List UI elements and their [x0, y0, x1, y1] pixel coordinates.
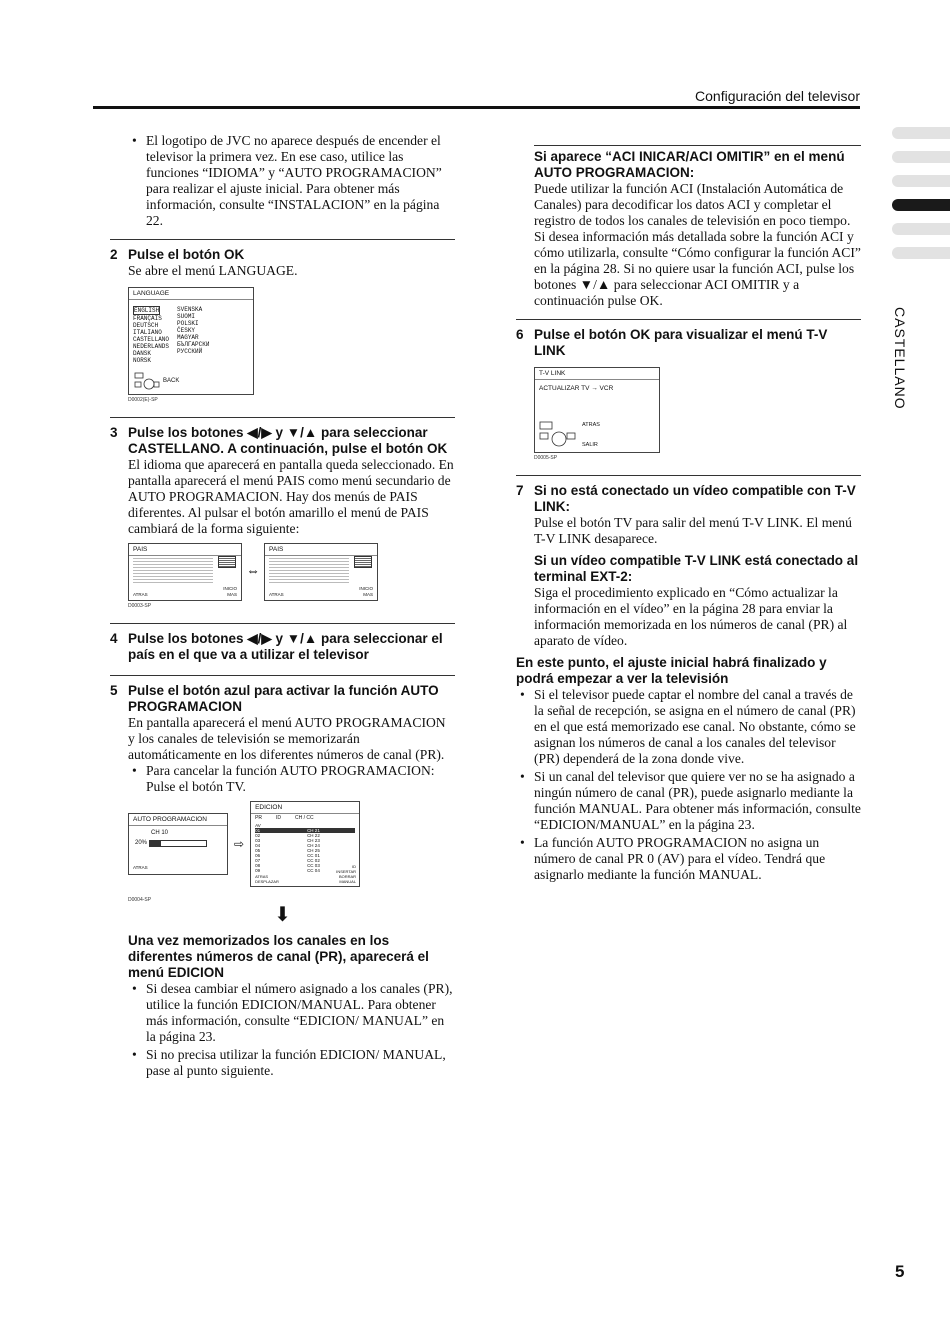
edicion-heading: Una vez memorizados los canales en los diferentes números de canal (PR), aparecerá el menú EDICION	[128, 933, 429, 980]
progress-bar	[149, 840, 207, 847]
screen-title: PAIS	[129, 544, 241, 556]
flag-icon	[218, 556, 236, 568]
step-number: 6	[516, 327, 524, 342]
figure-code: D0003-SP	[128, 603, 152, 609]
sub7-heading: Si un vídeo compatible T-V LINK está conectado al terminal EXT-2:	[534, 553, 859, 584]
final-heading: En este punto, el ajuste inicial habrá finalizado y podrá empezar a ver la televisión	[516, 655, 827, 686]
language-option[interactable]: РУССКИЙ	[177, 348, 203, 355]
page-header-title: Configuración del televisor	[695, 88, 860, 104]
atras-label: ATRAS	[133, 865, 148, 870]
atras-label: ATRAS	[255, 874, 269, 879]
language-option[interactable]: SUOMI	[177, 313, 196, 320]
language-option[interactable]: ITALIANO	[133, 329, 162, 336]
final-bullet: • Si el televisor puede captar el nombre del canal a través de la señal de recepción, se asigna en el número de canal (PR) en el que está memorizado ese canal. No obstante, cómo se asignan los números de canal a los canales del televisor (PR) dependerá de la zona donde vive.	[516, 687, 861, 767]
step-number: 4	[110, 631, 118, 646]
page-number: 5	[895, 1262, 905, 1281]
language-list-1	[133, 306, 169, 364]
back-label: BACK	[163, 377, 180, 384]
language-option[interactable]: SVENSKA	[177, 306, 203, 313]
channel-ch: CH 23	[307, 838, 320, 843]
step-number: 5	[110, 683, 118, 698]
language-option[interactable]: DEUTSCH	[133, 322, 159, 329]
channel-ch: CH 25	[307, 848, 320, 853]
channel-label: CH 10	[151, 830, 169, 836]
right-arrow-icon: ⇨	[234, 836, 245, 851]
mas-label: MAS	[227, 592, 237, 597]
option-id: ID	[352, 864, 357, 869]
atras-label: ATRAS	[133, 592, 148, 597]
screen-title: T-V LINK	[535, 368, 659, 380]
right-column	[516, 145, 861, 885]
section-tab[interactable]	[892, 223, 950, 235]
step-2	[110, 239, 455, 403]
pais-screen-2	[264, 543, 378, 601]
language-side-label: CASTELLANO	[892, 307, 908, 410]
step-title: Pulse los botones ◀/▶ y ▼/▲ para seleccionar el país en el que va a utilizar el televisor	[128, 631, 443, 662]
salir-label: SALIR	[582, 442, 598, 448]
channel-pr: 01	[255, 828, 261, 833]
section-tab[interactable]	[892, 127, 950, 139]
final-bullet: • La función AUTO PROGRAMACION no asigna un número de canal PR 0 (AV) para el vídeo. Tendrá que asignarlo mediante la función MANUAL.	[516, 835, 861, 883]
channel-id	[277, 868, 307, 873]
desplazar-label: DESPLAZAR	[255, 879, 279, 884]
sub7-body: Siga el procedimiento explicado en “Cómo actualizar la información en el vídeo” en la página 28 para enviar la información memorizada en los números de canal (PR) al aparato de vídeo.	[534, 585, 848, 648]
screen-title: PAIS	[265, 544, 377, 556]
section-tab[interactable]	[892, 151, 950, 163]
final-bullet: • Si un canal del televisor que quiere ver no se ha asignado a ningún número de canal (PR), puede asignarlo mediante la función MANUAL. Para obtener más información, consulte “EDICION/MANUAL” en la página 23.	[516, 769, 861, 833]
country-list	[133, 556, 213, 584]
language-option[interactable]: DANSK	[133, 350, 152, 357]
channel-ch: CC 03	[307, 863, 320, 868]
channel-pr: 05	[255, 848, 261, 853]
step-5-bullets	[128, 763, 455, 795]
step-title: Pulse los botones ◀/▶ y ▼/▲ para seleccionar CASTELLANO. A continuación, pulse el botón OK	[128, 425, 448, 456]
step-7	[516, 475, 861, 649]
channel-ch: CC 02	[307, 858, 320, 863]
left-column	[110, 133, 455, 1081]
country-list	[269, 556, 349, 584]
channel-pr: AV	[255, 823, 261, 828]
edicion-screen	[250, 801, 360, 887]
intro-bullet: • El logotipo de JVC no aparece después de encender el televisor la primera vez. En ese caso, utilice las funciones “IDIOMA” y “AUTO PROGRAMACION” para realizar el ajuste inicial. Para obtener más información, consulte “INSTALACION” en la página 22.	[128, 133, 455, 229]
language-option[interactable]: POLSKI	[177, 320, 199, 327]
section-tab[interactable]	[892, 247, 950, 259]
down-arrow-icon: ⬇	[274, 904, 291, 926]
section-tab-active[interactable]	[892, 199, 950, 211]
figure-code: D0005-SP	[534, 455, 558, 461]
option-insertar: INSERTAR	[336, 869, 357, 874]
language-option[interactable]: ENGLISH	[134, 307, 160, 314]
progress-fill	[150, 841, 161, 846]
option-manual: MANUAL	[339, 879, 357, 884]
language-option[interactable]: MAGYAR	[177, 334, 199, 341]
step-body: Se abre el menú LANGUAGE.	[128, 263, 298, 278]
progress-percent: 20%	[135, 840, 148, 846]
language-option[interactable]: FRANÇAIS	[133, 315, 162, 322]
swap-arrow-icon: ⇔	[246, 564, 260, 579]
update-row: ACTUALIZAR TV → VCR	[539, 385, 614, 392]
mas-label: MAS	[363, 592, 373, 597]
step-3	[110, 417, 455, 609]
channel-ch: CH 22	[307, 833, 320, 838]
screen-title: AUTO PROGRAMACION	[129, 814, 227, 826]
channel-pr: 08	[255, 863, 261, 868]
channel-ch: CC 04	[307, 868, 320, 873]
atras-label: ATRAS	[582, 422, 600, 428]
step-title: Si no está conectado un vídeo compatible con T-V LINK:	[534, 483, 856, 514]
column-pr: PR	[255, 815, 263, 821]
cancel-bullet: • Para cancelar la función AUTO PROGRAMACION: Pulse el botón TV.	[128, 763, 455, 795]
step-title: Pulse el botón OK	[128, 247, 245, 262]
tv-link-screen	[534, 367, 660, 453]
auto-programacion-screen	[128, 813, 228, 875]
inicio-label: INICIO	[223, 586, 237, 591]
step-body: En pantalla aparecerá el menú AUTO PROGRAMACION y los canales de televisión se memorizarán automáticamente en los diferentes números de canal (PR).	[128, 715, 446, 762]
language-menu-screen	[128, 287, 254, 395]
channel-pr: 04	[255, 843, 261, 848]
figure-code: D0002(E)-SP	[128, 397, 158, 403]
aci-heading: Si aparece “ACI INICAR/ACI OMITIR” en el menú AUTO PROGRAMACION:	[534, 149, 845, 180]
figure-code: D0004-SP	[128, 897, 152, 903]
channel-ch: CH 24	[307, 843, 320, 848]
channel-pr: 02	[255, 833, 261, 838]
edicion-bullet: • Si no precisa utilizar la función EDICION/ MANUAL, pase al punto siguiente.	[128, 1047, 455, 1079]
screen-title: EDICION	[251, 802, 359, 814]
language-option[interactable]: NEDERLANDS	[133, 343, 170, 350]
aci-body: Puede utilizar la función ACI (Instalación Automática de Canales) para decodificar los datos ACI y completar el registro de todos los canales de televisión en poco tiempo. Si desea información más detallada sobre la función ACI y cómo utilizarla, consulte “Cómo configurar la función ACI” en la página 28. Si no quiere usar la función ACI, pulse los botones ▼/▲ para seleccionar ACI OMITIR y a continuación pulse OK.	[534, 181, 861, 308]
section-tab[interactable]	[892, 175, 950, 187]
language-option[interactable]: БЪЛГАРСКИ	[177, 341, 210, 348]
screen-title: LANGUAGE	[129, 288, 253, 300]
step-title: Pulse el botón OK para visualizar el menú T-V LINK	[534, 327, 828, 358]
language-option[interactable]: NORSK	[133, 357, 152, 364]
step-body: Pulse el botón TV para salir del menú T-V LINK. El menú T-V LINK desaparece.	[534, 515, 852, 546]
header-rule	[93, 106, 860, 109]
aci-section	[534, 145, 861, 309]
intro-bullets	[128, 133, 455, 229]
step-number: 3	[110, 425, 118, 440]
remote-keys-icon	[134, 372, 160, 390]
final-bullets	[516, 687, 861, 883]
channel-pr: 03	[255, 838, 261, 843]
step-body: El idioma que aparecerá en pantalla queda seleccionado. En pantalla aparecerá el menú PAIS como menú secundario de AUTO PROGRAMACION. Hay dos menús de PAIS diferentes. Al pulsar el botón amarillo el menú de PAIS cambiará de la forma siguiente:	[128, 457, 454, 536]
edicion-bullets	[128, 981, 455, 1079]
pais-screen-1	[128, 543, 242, 601]
column-id: ID	[276, 815, 282, 821]
channel-pr: 09	[255, 868, 261, 873]
atras-label: ATRAS	[269, 592, 284, 597]
flag-icon	[354, 556, 372, 568]
inicio-label: INICIO	[359, 586, 373, 591]
channel-pr: 07	[255, 858, 261, 863]
language-option[interactable]: CASTELLANO	[133, 336, 170, 343]
step-4	[110, 623, 455, 663]
section-tabs	[892, 127, 950, 271]
remote-keys-icon	[539, 421, 579, 449]
edicion-bullet: • Si desea cambiar el número asignado a los canales (PR), utilice la función EDICION/MANUAL. Para obtener más información, consulte “EDICION/ MANUAL” en la página 23.	[128, 981, 455, 1045]
channel-pr: 06	[255, 853, 261, 858]
option-borrar: BORRAR	[338, 874, 357, 879]
step-6	[516, 319, 861, 461]
channel-ch: CC 01	[307, 853, 320, 858]
column-ch: CH / CC	[295, 815, 314, 821]
step-title: Pulse el botón azul para activar la función AUTO PROGRAMACION	[128, 683, 439, 714]
channel-ch: CH 21	[307, 828, 320, 833]
language-option[interactable]: ČESKY	[177, 327, 196, 334]
step-number: 2	[110, 247, 118, 262]
step-number: 7	[516, 483, 524, 498]
language-list-2	[177, 306, 209, 364]
step-5	[110, 675, 455, 1079]
